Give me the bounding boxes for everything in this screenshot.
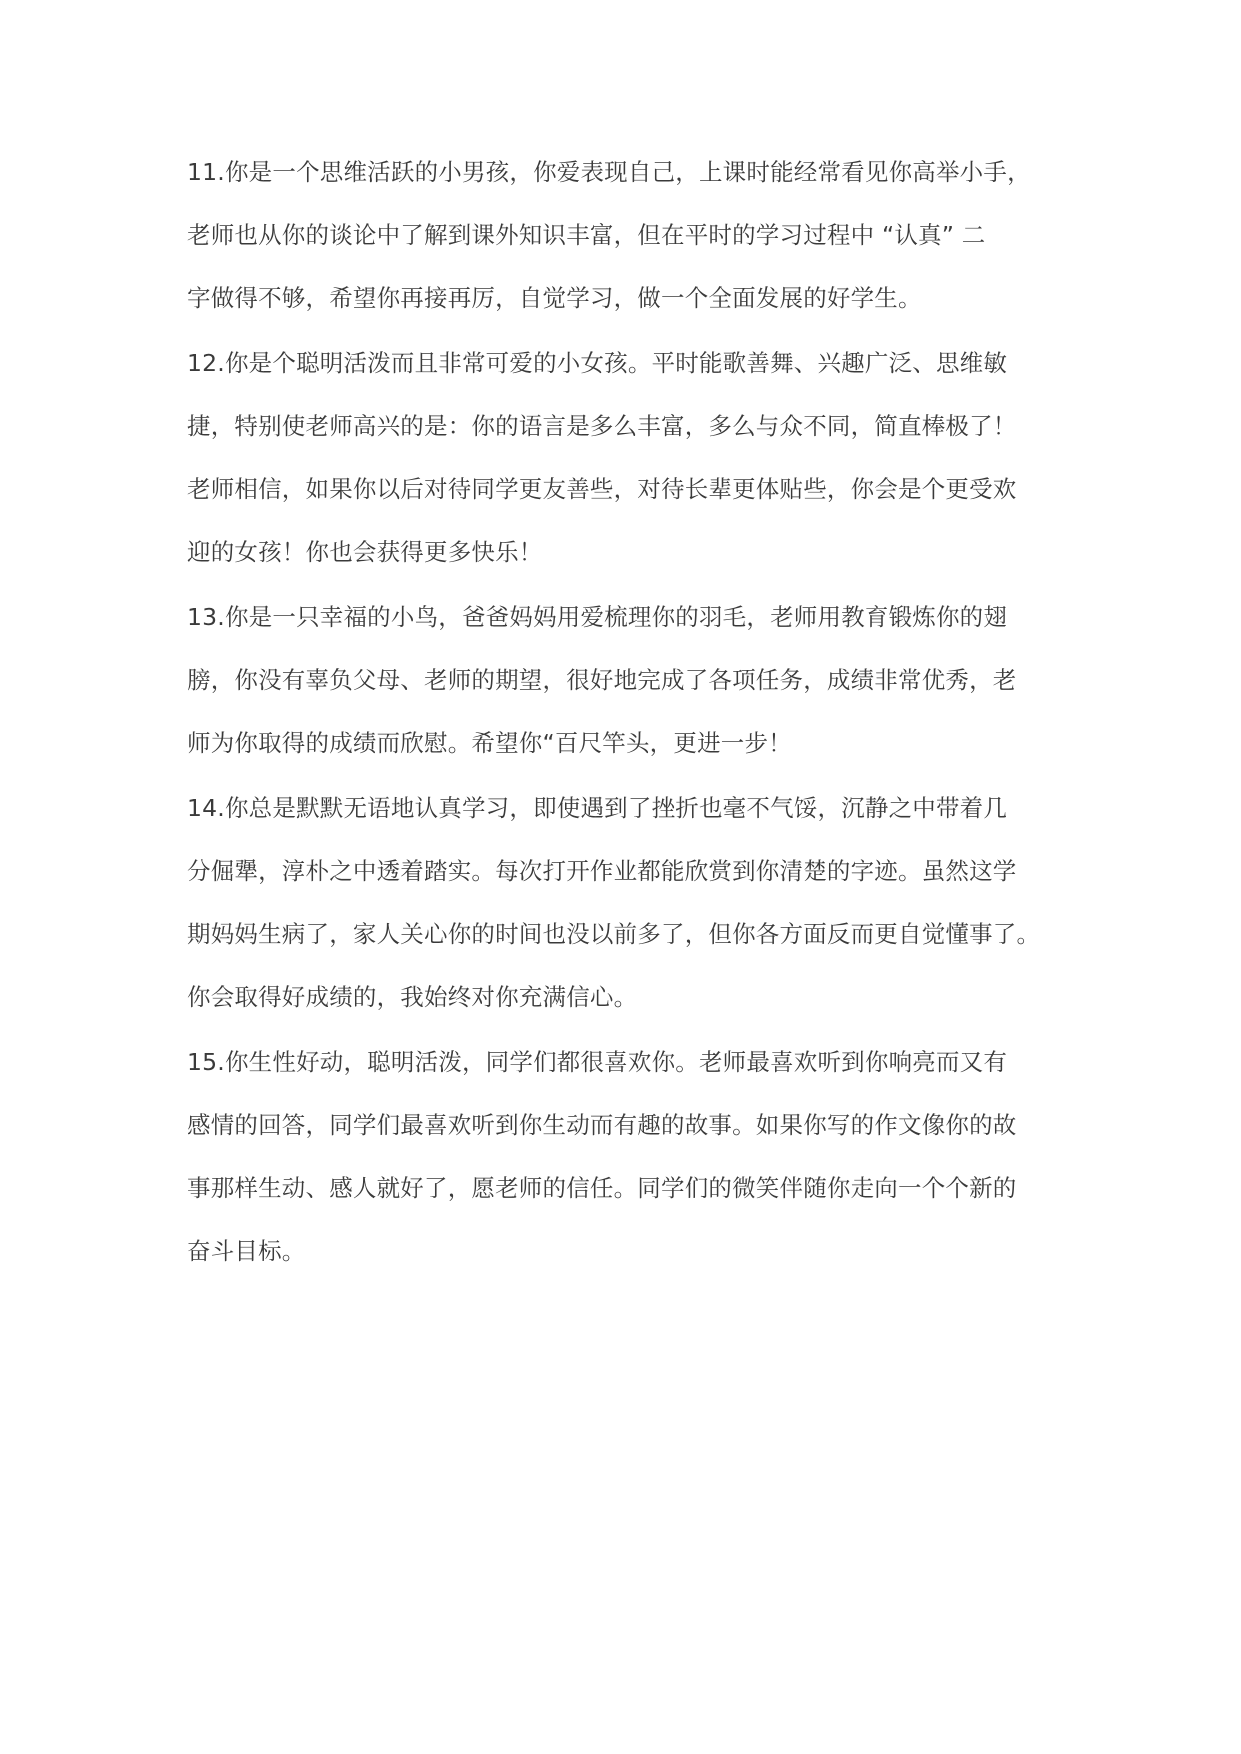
text-line: 奋斗目标。 [187, 1237, 306, 1265]
text-line: 12.你是个聪明活泼而且非常可爱的小女孩。平时能歌善舞、兴趣广泛、思维敏 [187, 349, 1008, 377]
text-line: 师为你取得的成绩而欣慰。希望你“百尺竿头，更进一步！ [187, 729, 792, 757]
text-line: 字做得不够，希望你再接再厉，自觉学习，做一个全面发展的好学生。 [187, 284, 922, 312]
text-line: 你会取得好成绩的，我始终对你充满信心。 [187, 983, 638, 1011]
text-line: 迎的女孩！你也会获得更多快乐！ [187, 538, 543, 566]
text-line: 13.你是一只幸福的小鸟，爸爸妈妈用爱梳理你的羽毛，老师用教育锻炼你的翅 [187, 603, 1008, 631]
text-line: 15.你生性好动，聪明活泼，同学们都很喜欢你。老师最喜欢听到你响亮而又有 [187, 1048, 1008, 1076]
text-line: 捷，特别使老师高兴的是：你的语言是多么丰富，多么与众不同，简直棒极了！ [187, 412, 1017, 440]
comment-paragraph-11 [187, 160, 1087, 311]
comment-paragraph-12 [187, 351, 1087, 565]
text-line: 老师也从你的谈论中了解到课外知识丰富，但在平时的学习过程中 “认真” 二 [187, 221, 986, 249]
comment-paragraph-15 [187, 1050, 1087, 1264]
text-line: 14.你总是默默无语地认真学习，即使遇到了挫折也毫不气馁，沉静之中带着几 [187, 794, 1008, 822]
text-line: 老师相信，如果你以后对待同学更友善些，对待长辈更体贴些，你会是个更受欢 [187, 475, 1017, 503]
document-body [187, 160, 1087, 1304]
text-line: 感情的回答，同学们最喜欢听到你生动而有趣的故事。如果你写的作文像你的故 [187, 1111, 1017, 1139]
comment-paragraph-14 [187, 796, 1087, 1010]
text-line: 事那样生动、感人就好了，愿老师的信任。同学们的微笑伴随你走向一个个新的 [187, 1174, 1017, 1202]
text-line: 11.你是一个思维活跃的小男孩，你爱表现自己，上课时能经常看见你高举小手， [187, 158, 1031, 186]
text-line: 期妈妈生病了，家人关心你的时间也没以前多了，但你各方面反而更自觉懂事了。 [187, 920, 1041, 948]
text-line: 膀，你没有辜负父母、老师的期望，很好地完成了各项任务，成绩非常优秀，老 [187, 666, 1017, 694]
text-line: 分倔犟，淳朴之中透着踏实。每次打开作业都能欣赏到你清楚的字迹。虽然这学 [187, 857, 1017, 885]
comment-paragraph-13 [187, 605, 1087, 756]
